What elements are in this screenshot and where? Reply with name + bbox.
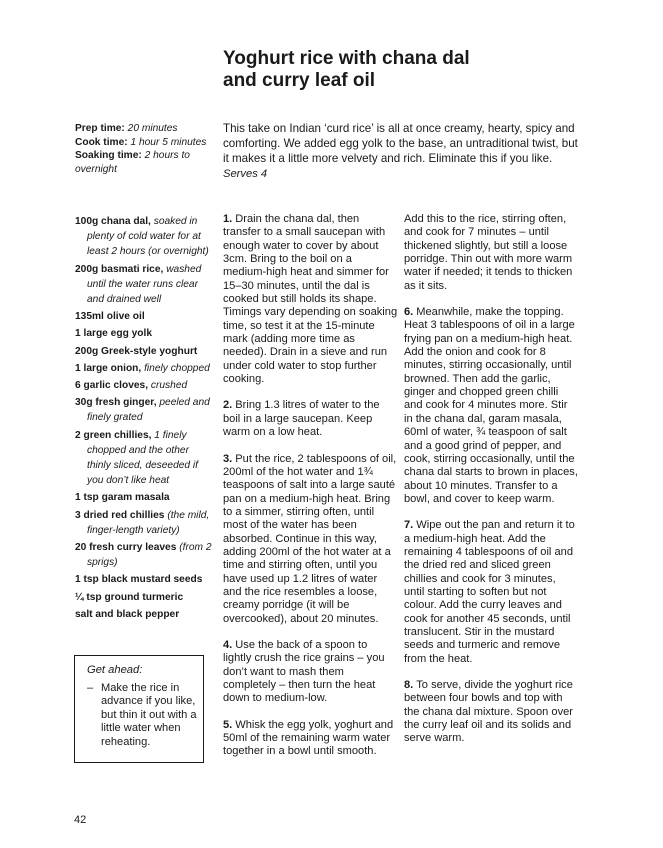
ingredient-item bbox=[75, 572, 215, 587]
ingredient-item bbox=[75, 344, 215, 359]
ingredient-item bbox=[75, 590, 215, 605]
step-number: 5. bbox=[223, 718, 233, 731]
recipe-title-line-1: Yoghurt rice with chana dal bbox=[223, 48, 470, 69]
page-number: 42 bbox=[74, 814, 87, 826]
step-number: 1. bbox=[223, 213, 233, 225]
ingredient-name: 3 dried red chillies bbox=[75, 509, 165, 521]
get-ahead-box bbox=[74, 655, 204, 763]
ingredient-name: 200g basmati rice, bbox=[75, 263, 164, 275]
ingredient-name: 1 large egg yolk bbox=[75, 328, 153, 340]
soaking-time: Soaking time: 2 hours to overnight bbox=[75, 150, 190, 175]
ingredient-note: finely chopped bbox=[144, 362, 210, 374]
ingredient-item bbox=[75, 262, 215, 308]
method-step bbox=[223, 453, 398, 626]
method-step bbox=[223, 399, 398, 439]
ingredients-list bbox=[75, 214, 215, 624]
ingredient-item bbox=[75, 378, 215, 393]
ingredient-name: 6 garlic cloves, bbox=[75, 380, 149, 392]
ingredient-note: 1 finely chopped and the other thinly sliced, deseeded if you don’t like heat bbox=[87, 429, 198, 487]
ingredient-item bbox=[75, 395, 215, 425]
cook-time: Cook time: 1 hour 5 minutes bbox=[75, 136, 207, 148]
step-number: 2. bbox=[223, 399, 233, 412]
ingredient-name: 1 tsp black mustard seeds bbox=[75, 574, 203, 586]
get-ahead-item: – Make the rice in advance if you like, but thin it out with a little water when reheating. bbox=[87, 682, 197, 748]
ingredient-item bbox=[75, 540, 215, 570]
ingredient-name: 2 green chillies, bbox=[75, 429, 152, 441]
step-text: Meanwhile, make the topping. Heat 3 tablespoons of oil in a large frying pan on a medium-high heat. Add the onion and cook for 8 minutes, stirring occasionally, until browned. Then add the garlic, ginger and chopped green chilli and cook for 4 minutes more. Stir in the chana dal, garam masala, 60ml of water, ¾ teaspoon of salt and a good grind of pepper, and cook, stirring occasionally, until the chana dal starts to brown in places, about 10 minutes. Transfer to a bowl, and cover to keep warm. bbox=[404, 306, 578, 505]
method-step bbox=[404, 306, 579, 506]
ingredient-note: peeled and finely grated bbox=[87, 397, 210, 424]
step-text: Put the rice, 2 tablespoons of oil, 200ml of the hot water and 1¾ teaspoons of salt into a large sauté pan on a medium-high heat. Bring to a simmer, stirring often, until most of the water has been absorbed. Continue in this way, adding 200ml of the hot water at a time and stirring often, until you have used up 1.2 litres of water and the rice resembles a loose, creamy porridge (it will be overcooked), about 20 minutes. bbox=[223, 452, 397, 625]
ingredient-note: soaked in plenty of cold water for at least 2 hours (or overnight) bbox=[87, 216, 209, 258]
method-step bbox=[404, 519, 579, 666]
step-text: Wipe out the pan and return it to a medium-high heat. Add the remaining 4 tablespoons of oil and the dried red and sliced green chillies and cook for 3 minutes, until starting to soften but not colour. Add the curry leaves and cook for another 45 seconds, until translucent. Stir in the mustard seeds and turmeric and remove from the heat. bbox=[404, 519, 575, 665]
ingredient-item bbox=[75, 508, 215, 538]
step-number: 6. bbox=[404, 306, 414, 319]
ingredient-item bbox=[75, 428, 215, 489]
step-number: 7. bbox=[404, 519, 414, 532]
intro-text: This take on Indian ‘curd rice’ is all at once creamy, hearty, spicy and comforting. We added egg yolk to the base, an untraditional twist, but it makes it a little more velvety and rich. Eliminate this if you like. bbox=[223, 122, 578, 165]
method-step bbox=[404, 679, 579, 746]
step-text: Whisk the egg yolk, yoghurt and 50ml of the remaining warm water together in a bowl until smooth. bbox=[223, 718, 394, 758]
step-text: Drain the chana dal, then transfer to a small saucepan with enough water to cover by about 3cm. Bring to the boil on a medium-high heat and simmer for 15–30 minutes, until the dal is cooked but still holds its shape. Timings vary depending on soaking time, so test it at the 15-minute mark (adding more time as needed). Drain in a sieve and run under cold water to stop further cooking. bbox=[223, 213, 398, 386]
prep-time: Prep time: 20 minutes bbox=[75, 123, 178, 134]
ingredient-name: ¼ tsp ground turmeric bbox=[75, 591, 184, 603]
ingredient-item bbox=[75, 607, 215, 622]
ingredient-item bbox=[75, 326, 215, 341]
step-text: Bring 1.3 litres of water to the boil in a large saucepan. Keep warm on a low heat. bbox=[223, 399, 380, 439]
ingredient-name: 200g Greek-style yoghurt bbox=[75, 345, 198, 357]
ingredient-name: 1 tsp garam masala bbox=[75, 492, 170, 504]
step-number: 8. bbox=[404, 679, 414, 691]
ingredient-name: 20 fresh curry leaves bbox=[75, 542, 177, 554]
step-number: 4. bbox=[223, 638, 233, 651]
method-column-2 bbox=[404, 213, 579, 759]
ingredient-name: salt and black pepper bbox=[75, 608, 180, 620]
ingredient-note: crushed bbox=[150, 380, 188, 392]
step-text: Add this to the rice, stirring often, and cook for 7 minutes – until thickened slightly, but still a loose porridge. Thin out with more warm water if needed; it tends to thicken as it sits. bbox=[404, 213, 573, 292]
method-step bbox=[404, 213, 579, 293]
ingredient-item bbox=[75, 361, 215, 376]
ingredient-item bbox=[75, 214, 215, 260]
step-text: To serve, divide the yoghurt rice between four bowls and top with the chana dal mixture. Spoon over the curry leaf oil and its solids and serve warm. bbox=[404, 679, 573, 745]
method-step bbox=[223, 719, 398, 759]
ingredient-name: 100g chana dal, bbox=[75, 216, 151, 227]
recipe-title-line-2: and curry leaf oil bbox=[223, 70, 376, 91]
dash-bullet: – bbox=[87, 682, 94, 694]
ingredient-item bbox=[75, 309, 215, 324]
step-number: 3. bbox=[223, 452, 233, 465]
ingredient-name: 135ml olive oil bbox=[75, 311, 145, 323]
ingredient-name: 1 large onion, bbox=[75, 362, 142, 374]
method-column-1 bbox=[223, 213, 398, 772]
ingredient-name: 30g fresh ginger, bbox=[75, 397, 157, 409]
ingredient-item bbox=[75, 490, 215, 505]
ingredient-note: (from 2 sprigs) bbox=[87, 542, 212, 569]
method-step bbox=[223, 213, 398, 386]
step-text: Use the back of a spoon to lightly crush the rice grains – you don’t want to mash them completely – then turn the heat down to medium-low. bbox=[223, 638, 385, 705]
ingredient-note: washed until the water runs clear and drained well bbox=[87, 263, 202, 306]
method-step bbox=[223, 639, 398, 706]
recipe-title bbox=[223, 48, 623, 92]
get-ahead-heading: Get ahead: bbox=[87, 664, 143, 676]
recipe-timings bbox=[75, 122, 215, 176]
serves: Serves 4 bbox=[223, 168, 268, 180]
ingredient-note: (the mild, finger-length variety) bbox=[87, 509, 210, 536]
